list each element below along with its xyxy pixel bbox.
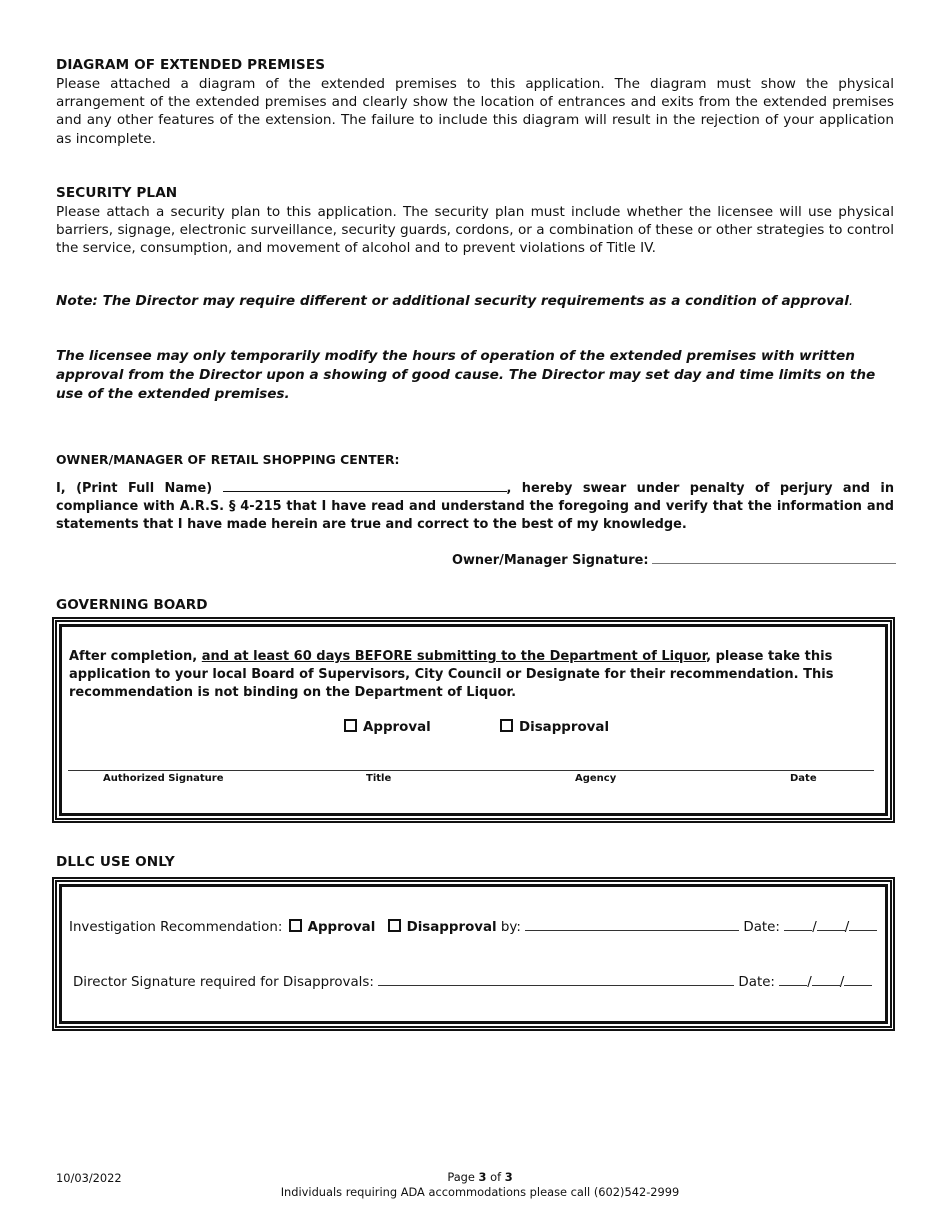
governing-board-instructions <box>69 648 889 703</box>
director-note-text: Note: The Director may require different or additional security requirements as a condition of approval <box>56 293 849 309</box>
dllc-disapproval-label: Disapproval <box>406 920 497 935</box>
date-slash: / <box>844 920 850 935</box>
authorized-signature-label: Authorized Signature <box>103 773 224 784</box>
investigation-label: Investigation Recommendation: <box>69 920 283 935</box>
director-date-year[interactable] <box>844 974 872 986</box>
by-label: by: <box>500 920 521 935</box>
perjury-statement: , hereby swear under penalty of perjury and in compliance with A.R.S. § 4-215 that I have read and understand the foregoing and verify that the information and statements that I have made herein are true and correct to the best of my knowledge. <box>56 481 894 533</box>
gov-signature-line[interactable] <box>68 770 874 771</box>
director-note <box>56 292 894 311</box>
gov-disapproval-label: Disapproval <box>519 720 610 735</box>
print-name-label: I, (Print Full Name) <box>56 481 213 496</box>
instructions-end: , please take this application to your local Board of Supervisors, City Council or Designate for their recommendation. This recommendation is not binding on the Department of Liquor. <box>69 649 834 701</box>
director-note-period: . <box>848 293 854 309</box>
owner-signature-label: Owner/Manager Signature: <box>452 553 649 568</box>
dllc-box <box>52 877 895 1031</box>
page-current: 3 <box>478 1170 487 1184</box>
dllc-heading: DLLC USE ONLY <box>56 854 175 870</box>
instructions-deadline: and at least 60 days BEFORE submitting to the Department of Liquor <box>201 649 707 664</box>
instructions-start: After completion, <box>69 649 202 664</box>
security-heading: SECURITY PLAN <box>56 185 178 201</box>
checkbox-icon[interactable] <box>388 919 401 932</box>
gov-approval-option[interactable] <box>344 719 431 735</box>
page-of: of <box>486 1170 505 1184</box>
investigation-date-month[interactable] <box>784 919 812 931</box>
diagram-heading: DIAGRAM OF EXTENDED PREMISES <box>56 57 326 73</box>
revision-date: 10/03/2022 <box>56 1171 122 1185</box>
page-total: 3 <box>504 1170 513 1184</box>
title-label: Title <box>366 773 392 784</box>
hours-note: The licensee may only temporarily modify the hours of operation of the extended premises with written approval from the Director upon a showing of good cause. The Director may set day and time limits on the use of the extended premises. <box>56 348 876 402</box>
checkbox-icon[interactable] <box>500 719 513 732</box>
owner-signature <box>452 551 896 568</box>
page-prefix: Page <box>447 1170 479 1184</box>
director-signature-label: Director Signature required for Disapprovals: <box>73 975 374 990</box>
date-slash: / <box>812 920 817 935</box>
date-label: Date <box>790 773 817 784</box>
director-signature-field[interactable] <box>378 974 734 986</box>
director-date-month[interactable] <box>779 974 807 986</box>
checkbox-icon[interactable] <box>344 719 357 732</box>
dllc-box-border <box>59 884 888 1024</box>
print-name-field[interactable] <box>223 479 507 492</box>
director-date-day[interactable] <box>812 974 840 986</box>
gov-approval-label: Approval <box>363 720 431 735</box>
owner-statement <box>56 479 894 535</box>
date-slash: / <box>839 975 845 990</box>
owner-heading: OWNER/MANAGER OF RETAIL SHOPPING CENTER: <box>56 452 400 467</box>
ada-note: Individuals requiring ADA accommodations please call (602)542-2999 <box>280 1185 680 1199</box>
checkbox-icon[interactable] <box>289 919 302 932</box>
investigator-field[interactable] <box>525 919 739 931</box>
director-date-label: Date: <box>738 975 775 990</box>
gov-disapproval-option[interactable] <box>500 719 609 735</box>
investigation-date-day[interactable] <box>817 919 845 931</box>
investigation-row <box>69 919 877 935</box>
dllc-approval-label: Approval <box>307 920 376 935</box>
agency-label: Agency <box>575 773 617 784</box>
date-slash: / <box>807 975 812 990</box>
security-body: Please attach a security plan to this application. The security plan must include whether the licensee will use physical barriers, signage, electronic surveillance, security guards, cordons, or a combination of these or other strategies to control the service, consumption, and movement of alcohol and to prevent violations of Title IV. <box>56 204 894 257</box>
investigation-date-year[interactable] <box>849 919 877 931</box>
investigation-date-label: Date: <box>743 920 780 935</box>
governing-board-heading: GOVERNING BOARD <box>56 597 208 613</box>
owner-signature-field[interactable] <box>652 551 896 564</box>
page-number <box>0 1170 950 1185</box>
director-row <box>73 974 872 990</box>
diagram-body: Please attached a diagram of the extended premises to this application. The diagram must show the physical arrangement of the extended premises and clearly show the location of entrances and exits from the extended premises and any other features of the extension. The failure to include this diagram will result in the rejection of your application as incomplete. <box>56 76 894 147</box>
